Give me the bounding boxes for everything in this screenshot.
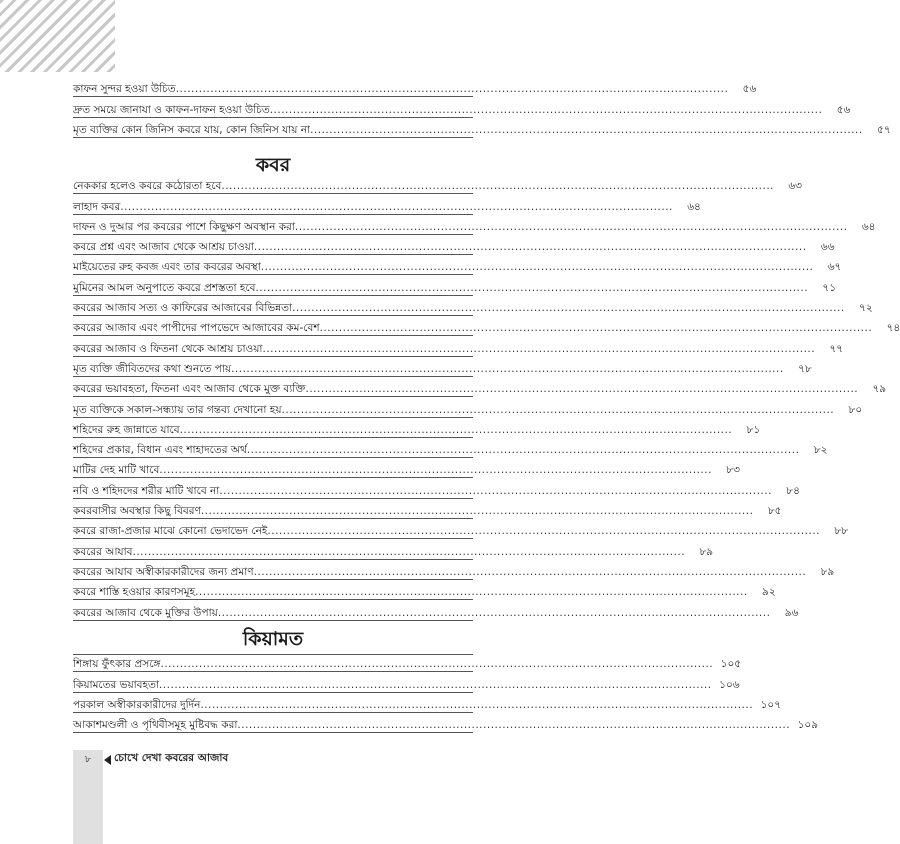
toc-entry-page: ৬৩ [788,180,802,193]
toc-entry-title: কাফন সুন্দর হওয়া উচিত [73,83,176,96]
toc-entry-title: কবরের আযাব [73,545,133,558]
toc-entry-title: শহিদের প্রকার, বিধান এবং শাহাদতের অর্থ [73,444,247,457]
toc-entry-page: ৭২ [859,302,873,315]
toc-section-continued [73,77,891,138]
toc-leader-dots [261,261,814,274]
toc-leader-dots [254,241,807,254]
toc-leader-dots [262,343,815,356]
toc-entry-page: ৭৯ [872,383,887,396]
toc-entry [73,275,837,295]
toc-leader-dots [120,201,673,214]
toc-entry [73,539,714,559]
toc-entry-page: ৮৩ [726,464,740,477]
toc-leader-dots [180,424,733,437]
toc-entry-title: মৃত ব্যক্তিকে সকাল-সন্ধ্যায় তার গন্তব্য দেখানো হয় [73,403,282,416]
toc-leader-dots [310,124,863,137]
toc-leader-dots [231,363,784,376]
toc-leader-dots [176,83,729,96]
decorative-hatch [0,0,115,72]
toc-entry-title: কবরে রাজা-প্রজার মাঝে কোনো ভেদাভেদ নেই [73,525,268,538]
toc-entry [73,235,835,255]
toc-entry-title: মুমিনের আমল অনুপাতে কবরে প্রশস্ততা হবে [73,281,256,294]
toc-leader-dots [218,607,771,620]
toc-entry-title: মাইয়েতের রুহ কবজ এবং তার কবরের অবস্থা [73,261,261,274]
toc-entry [73,652,742,672]
toc-leader-dots [195,586,748,599]
toc-entry-title: নেককার হলেও কবরে কঠোরতা হবে [73,180,222,193]
toc-entry-page: ৬৭ [827,261,842,274]
toc-entry [73,194,701,214]
toc-entry-page: ৬৬ [820,241,835,254]
toc-entry [73,519,849,539]
toc-entry-page: ৭১ [822,281,837,294]
toc-entry-page: ৮৪ [786,484,800,497]
toc-entry-title: কিয়ামতের ভয়াবহতা [73,678,159,691]
toc-leader-dots [219,485,772,498]
toc-entry-page: ১০৯ [797,719,819,732]
toc-entry [73,316,900,336]
toc-entry [73,255,842,275]
toc-entry-title: শহিদের রুহ জান্নাতে যাবে [73,423,180,436]
toc-entry-page: ৫৭ [877,123,891,136]
toc-entry-title: কবরবাসীর অবস্থার কিছু বিবরণ [73,505,201,518]
toc-entry [73,580,776,600]
toc-entry [73,600,799,620]
toc-leader-dots [254,566,807,579]
toc-entry-page: ৯২ [762,586,776,599]
toc-entry [73,478,800,498]
toc-entry-page: ৮১ [746,423,761,436]
toc-entry [73,77,757,97]
toc-leader-dots [267,525,820,538]
toc-entry-title: কবরের আজাব ও ফিতনা থেকে আশ্রয় চাওয়া [73,342,263,355]
toc-section-kobor [73,174,900,621]
toc-section-kiyamot [73,652,819,733]
toc-leader-dots [132,546,685,559]
toc-entry-page: ১০৭ [760,698,782,711]
toc-entry-title: মাটির দেহ মাটি খাবে [73,464,160,477]
toc-entry [73,357,812,377]
toc-entry-page: ৯৬ [784,606,799,619]
toc-entry [73,377,887,397]
toc-entry-page: ১০৬ [719,678,740,691]
toc-entry-page: ৫৬ [836,103,851,116]
page-number: ৮ [84,754,92,765]
toc-entry-title: কবরের ভয়াবহতা, ফিতনা এবং আজাব থেকে মুক্ত ব্যক্তি [73,383,306,396]
toc-entry-title: কবরে প্রশ্ন এবং আজাব থেকে আশ্রয় চাওয়া [73,241,254,254]
toc-leader-dots [237,719,790,732]
toc-leader-dots [306,383,859,396]
toc-entry [73,458,740,478]
toc-entry-title: শিঙ্গায় ফুঁৎকার প্রসঙ্গে [73,658,161,671]
toc-leader-dots [159,679,712,692]
toc-leader-dots [161,658,714,671]
triangle-left-icon [104,755,111,765]
toc-entry-page: ৭৮ [798,362,812,375]
toc-entry [73,560,835,580]
toc-leader-dots [159,464,712,477]
toc-leader-dots [201,505,754,518]
toc-entry-title: কবরের আযাব অস্বীকারকারীদের জন্য প্রমাণ [73,565,254,578]
running-book-title: চোখে দেখা কবরের আজাব [114,752,229,764]
toc-entry-title: কবরের আজাব সত্য ও কাফিরের আজাবের বিভিন্নতা [73,302,293,315]
toc-entry [73,693,782,713]
toc-entry-page: ৫৬ [742,83,757,96]
toc-entry-page: ৮৮ [834,525,849,538]
toc-entry [73,672,740,692]
toc-leader-dots [255,282,808,295]
toc-entry [73,215,876,235]
toc-entry-page: ৬৪ [861,220,876,233]
toc-entry-title: দ্রুত সময়ে জানাযা ও কাফন-দাফন হওয়া উচিত [73,103,270,116]
toc-entry [73,174,802,194]
toc-entry-title: আকাশমণ্ডলী ও পৃথিবীসমূহ মুষ্টিবদ্ধ করা [73,719,238,732]
toc-entry-title: লাহাদ কবর [73,200,121,213]
toc-entry [73,97,851,117]
toc-entry-title: কবরের আজাব এবং পাপীদের পাপভেদে আজাবের কম-বেশ [73,322,320,335]
toc-leader-dots [200,699,753,712]
toc-entry-title: দাফন ও দুআর পর কবরের পাশে কিছুক্ষণ অবস্থান করা [73,220,295,233]
toc-entry [73,418,761,438]
toc-entry [73,296,873,316]
toc-entry-title: কবরের আজাব থেকে মুক্তির উপায় [73,606,218,619]
toc-entry-page: ৬৪ [687,200,701,213]
toc-entry-title: মৃত ব্যক্তির কোন জিনিস কবরে যায়, কোন জিনিস যায় না [73,123,311,136]
toc-leader-dots [320,322,873,335]
toc-entry-page: ৮০ [848,403,863,416]
section-heading-kiyamot: কিয়ামত [242,628,304,650]
toc-entry-page: ৭৭ [829,342,844,355]
toc-entry [73,118,891,138]
toc-leader-dots [295,221,848,234]
toc-entry-title: নবি ও শহিদদের শরীর মাটি খাবে না [73,484,220,497]
toc-leader-dots [270,104,823,117]
toc-entry [73,336,844,356]
toc-entry [73,499,782,519]
toc-entry-title: কবরে শাস্তি হওয়ার কারণসমূহ [73,586,196,599]
toc-entry-page: ৮২ [813,444,828,457]
toc-leader-dots [221,180,774,193]
toc-leader-dots [292,302,845,315]
toc-entry-page: ৮৫ [767,505,782,518]
toc-entry [73,438,828,458]
toc-entry-page: ১০৫ [720,658,742,671]
toc-entry [73,397,863,417]
toc-entry [73,713,819,733]
toc-leader-dots [247,444,800,457]
toc-entry-title: মৃত ব্যক্তি জীবিতদের কথা শুনতে পায় [73,362,232,375]
toc-entry-page: ৭৪ [886,322,900,335]
toc-entry-title: পরকাল অস্বীকারকারীদের দুর্দিন [73,698,201,711]
section-heading-kobor: কবর [255,154,291,176]
toc-entry-page: ৮৯ [820,565,835,578]
toc-leader-dots [282,404,835,417]
toc-entry-page: ৮৯ [699,545,714,558]
